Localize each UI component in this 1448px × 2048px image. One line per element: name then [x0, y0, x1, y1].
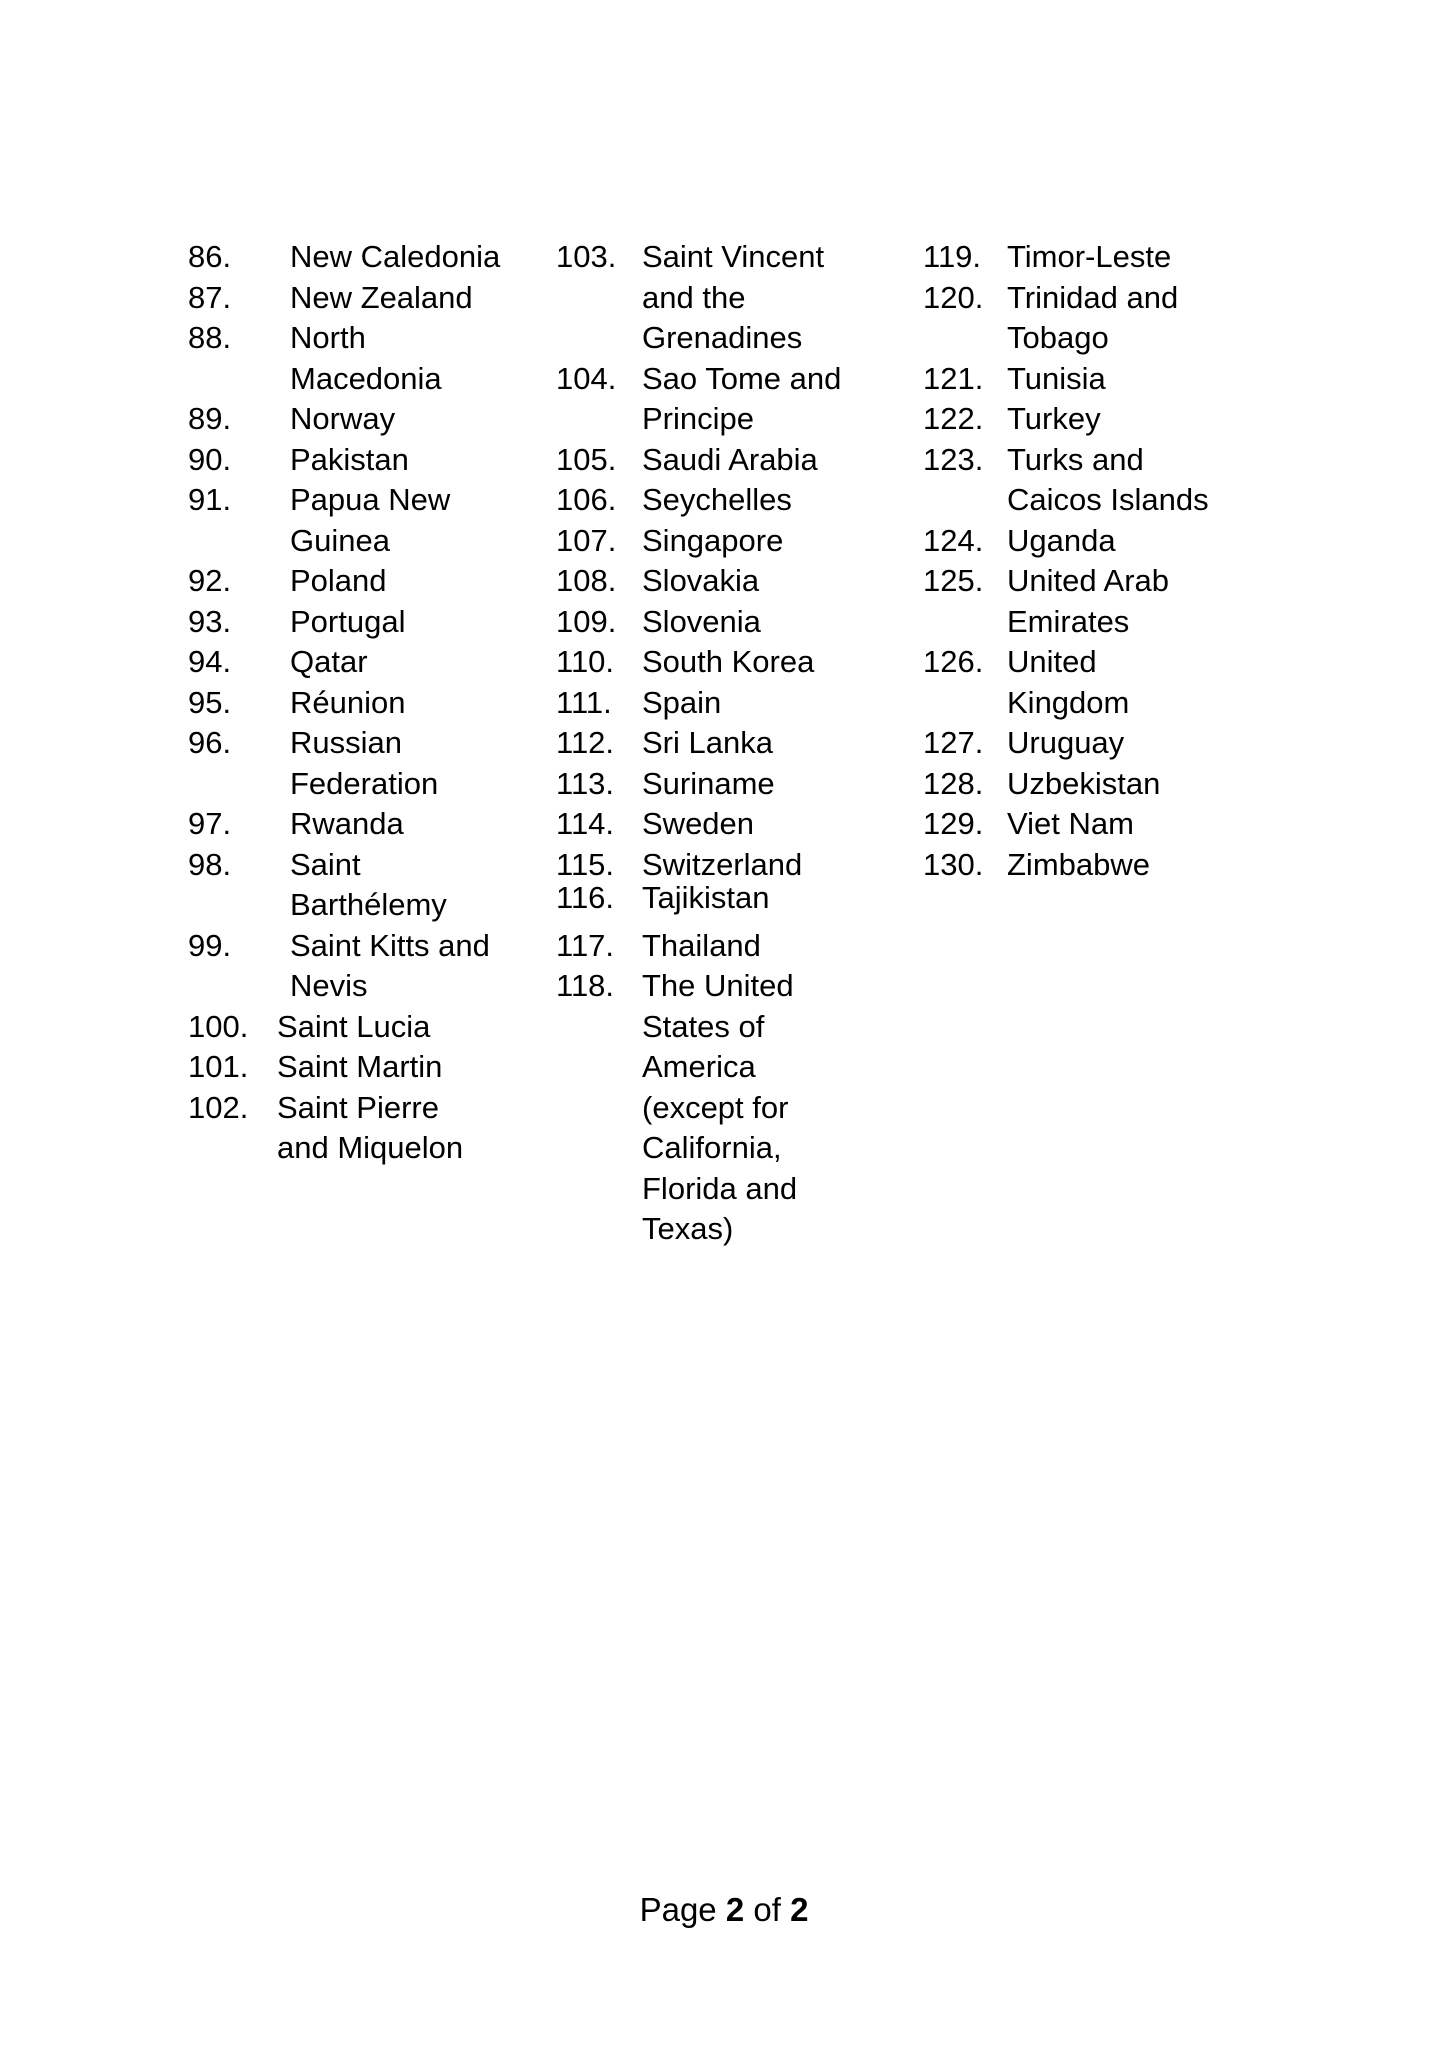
item-name-line: Saint Martin: [277, 1049, 443, 1084]
item-name-line: Florida and: [642, 1170, 798, 1206]
item-number: 113.: [556, 765, 615, 801]
item-number: 91.: [188, 482, 232, 517]
item-name-line: Tobago: [1007, 320, 1109, 355]
item-name-line: and Miquelon: [277, 1130, 464, 1165]
item-number: 112.: [556, 725, 615, 760]
list-item: [923, 278, 1209, 359]
item-number: 125.: [923, 563, 984, 598]
item-number: 106.: [556, 482, 617, 517]
item-name-line: United: [1007, 644, 1097, 679]
item-name-line: Thailand: [642, 927, 761, 963]
item-name: [642, 804, 754, 845]
list-item: [923, 359, 1209, 400]
item-name-line: Tajikistan: [642, 880, 770, 915]
item-number: 116.: [556, 880, 615, 915]
item-name: [642, 683, 721, 724]
footer-separator: of: [753, 1891, 781, 1928]
list-item: [923, 399, 1209, 440]
item-name: [290, 561, 387, 602]
item-name: [1007, 521, 1116, 562]
item-name-line: Qatar: [290, 644, 368, 679]
item-name-line: The United: [642, 968, 794, 1003]
country-list-column-1: [188, 237, 500, 1169]
item-name-line: Texas): [642, 1211, 734, 1246]
item-number: 110.: [556, 644, 615, 679]
item-name-line: Uganda: [1007, 522, 1116, 558]
item-name: [290, 399, 395, 440]
list-item: [923, 845, 1209, 886]
item-number: 109.: [556, 603, 617, 639]
item-name: [290, 602, 405, 643]
list-item: [188, 318, 500, 399]
country-list-column-2: [556, 237, 841, 1250]
list-item: [923, 440, 1209, 521]
list-item: [556, 521, 841, 562]
item-name-line: Spain: [642, 684, 722, 720]
item-name: [642, 926, 761, 967]
list-item: [188, 237, 500, 278]
item-name: [1007, 723, 1124, 764]
item-name-line: Sao Tome and: [642, 360, 842, 396]
item-number: 129.: [923, 806, 984, 841]
list-item: [556, 804, 841, 845]
item-name-line: Poland: [290, 563, 387, 598]
item-name-line: Réunion: [290, 684, 406, 720]
item-number: 103.: [556, 239, 617, 274]
item-number: 111.: [556, 684, 612, 720]
item-name: [1007, 359, 1106, 400]
item-number: 119.: [923, 239, 982, 274]
list-item: [556, 440, 841, 481]
list-item: [188, 845, 500, 926]
item-name-line: Tunisia: [1007, 360, 1106, 396]
item-name-line: United Arab: [1007, 563, 1169, 598]
item-name-line: Zimbabwe: [1007, 846, 1150, 882]
item-number: 96.: [188, 725, 232, 760]
list-item: [556, 966, 841, 1250]
item-name: [642, 521, 783, 562]
item-name-line: Saint Kitts and: [290, 927, 490, 963]
item-name: [290, 278, 473, 319]
item-name: [277, 1007, 430, 1048]
item-name: [642, 480, 792, 521]
item-name: [642, 561, 759, 602]
list-item: [923, 237, 1209, 278]
item-name-line: South Korea: [642, 644, 815, 679]
item-name-line: Guinea: [290, 522, 390, 558]
list-item: [556, 878, 841, 919]
item-number: 98.: [188, 846, 232, 882]
list-item: [556, 642, 841, 683]
item-number: 108.: [556, 563, 617, 598]
item-name-line: Saudi Arabia: [642, 441, 818, 477]
item-number: 89.: [188, 401, 232, 436]
item-number: 124.: [923, 522, 984, 558]
item-name: [642, 878, 770, 919]
item-name: [290, 926, 490, 1007]
item-number: 92.: [188, 563, 232, 598]
list-item: [188, 1007, 500, 1048]
list-item: [188, 1088, 500, 1169]
list-item: [556, 926, 841, 967]
item-name-line: Turkey: [1007, 401, 1101, 436]
item-number: 97.: [188, 806, 232, 841]
item-number: 88.: [188, 320, 232, 355]
item-name-line: Uruguay: [1007, 725, 1125, 760]
item-name-line: Saint: [290, 846, 361, 882]
item-name: [290, 845, 447, 926]
item-name: [290, 318, 442, 399]
page-footer: [0, 1890, 1448, 1930]
item-number: 90.: [188, 441, 232, 477]
list-item: [923, 764, 1209, 805]
item-name: [277, 1047, 442, 1088]
list-item: [556, 723, 841, 764]
item-name: [290, 642, 368, 683]
item-name: [1007, 440, 1209, 521]
item-name-line: Emirates: [1007, 603, 1130, 639]
list-item: [188, 642, 500, 683]
item-name-line: Saint Pierre: [277, 1089, 439, 1125]
item-name-line: North: [290, 320, 366, 355]
list-item: [188, 440, 500, 481]
item-name-line: Suriname: [642, 765, 775, 801]
item-name: [290, 683, 405, 724]
item-number: 102.: [188, 1089, 249, 1125]
item-number: 95.: [188, 684, 232, 720]
item-name-line: Federation: [290, 765, 439, 801]
item-number: 115.: [556, 846, 615, 882]
item-name-line: Grenadines: [642, 320, 803, 355]
item-name: [1007, 237, 1171, 278]
list-item: [188, 399, 500, 440]
item-number: 127.: [923, 725, 984, 760]
item-name: [642, 440, 818, 481]
item-name: [290, 440, 409, 481]
item-name: [642, 966, 797, 1250]
item-number: 128.: [923, 765, 984, 801]
item-name-line: Timor-Leste: [1007, 239, 1172, 274]
item-name: [642, 764, 775, 805]
item-number: 121.: [923, 360, 984, 396]
footer-prefix: Page: [639, 1891, 717, 1928]
item-name: [290, 804, 404, 845]
list-item: [188, 926, 500, 1007]
item-name-line: New Caledonia: [290, 239, 501, 274]
list-item: [188, 804, 500, 845]
list-item: [188, 723, 500, 804]
item-name: [642, 359, 841, 440]
list-item: [188, 602, 500, 643]
item-name: [1007, 764, 1160, 805]
item-name-line: Principe: [642, 401, 754, 436]
list-item: [188, 561, 500, 602]
item-name-line: Viet Nam: [1007, 806, 1134, 841]
item-name: [1007, 642, 1129, 723]
item-name: [1007, 804, 1134, 845]
list-item: [556, 237, 841, 359]
item-name-line: Norway: [290, 401, 396, 436]
item-name-line: Russian: [290, 725, 402, 760]
list-item: [556, 561, 841, 602]
item-name-line: (except for: [642, 1089, 789, 1125]
list-item: [188, 278, 500, 319]
item-number: 104.: [556, 360, 617, 396]
country-list-column-3: [923, 237, 1209, 885]
item-number: 105.: [556, 441, 617, 477]
item-name-line: America: [642, 1049, 756, 1084]
list-item: [923, 561, 1209, 642]
item-name-line: Switzerland: [642, 846, 803, 882]
page-number: 2: [725, 1891, 745, 1928]
list-item: [556, 764, 841, 805]
item-number: 87.: [188, 279, 232, 315]
item-name-line: Singapore: [642, 522, 784, 558]
item-name-line: Nevis: [290, 968, 368, 1003]
item-name-line: Rwanda: [290, 806, 404, 841]
list-item: [188, 683, 500, 724]
item-number: 130.: [923, 846, 984, 882]
item-name: [1007, 845, 1150, 886]
item-name: [1007, 278, 1178, 359]
item-name-line: Slovenia: [642, 603, 761, 639]
list-item: [923, 642, 1209, 723]
list-item: [923, 521, 1209, 562]
item-name: [1007, 399, 1101, 440]
item-name: [277, 1088, 463, 1169]
item-name-line: and the: [642, 279, 746, 315]
list-item: [556, 683, 841, 724]
item-name-line: Trinidad and: [1007, 279, 1179, 315]
item-number: 93.: [188, 603, 232, 639]
item-number: 107.: [556, 522, 617, 558]
item-name-line: Barthélemy: [290, 887, 447, 922]
item-name-line: Kingdom: [1007, 684, 1130, 720]
item-name: [642, 642, 814, 683]
item-number: 118.: [556, 968, 615, 1003]
item-number: 94.: [188, 644, 232, 679]
item-name-line: Sri Lanka: [642, 725, 773, 760]
item-name: [290, 237, 500, 278]
item-name-line: Macedonia: [290, 360, 442, 396]
item-name-line: Uzbekistan: [1007, 765, 1161, 801]
item-number: 99.: [188, 927, 232, 963]
item-name-line: Slovakia: [642, 563, 760, 598]
item-name-line: States of: [642, 1008, 765, 1044]
list-item: [556, 480, 841, 521]
item-name-line: Sweden: [642, 806, 755, 841]
list-item: [188, 480, 500, 561]
item-name: [290, 480, 450, 561]
item-number: 122.: [923, 401, 984, 436]
item-name-line: Seychelles: [642, 482, 792, 517]
item-number: 114.: [556, 806, 615, 841]
item-name-line: Turks and: [1007, 441, 1144, 477]
item-name: [642, 723, 773, 764]
list-item: [556, 602, 841, 643]
item-name: [1007, 561, 1169, 642]
list-item: [188, 1047, 500, 1088]
item-number: 126.: [923, 644, 984, 679]
item-name-line: Pakistan: [290, 441, 409, 477]
item-number: 100.: [188, 1008, 249, 1044]
item-name: [290, 723, 438, 804]
item-number: 86.: [188, 239, 232, 274]
item-name-line: Saint Vincent: [642, 239, 825, 274]
item-name-line: Saint Lucia: [277, 1008, 431, 1044]
item-name-line: Portugal: [290, 603, 406, 639]
list-item: [556, 359, 841, 440]
item-number: 120.: [923, 279, 984, 315]
item-name-line: Caicos Islands: [1007, 482, 1209, 517]
item-name-line: New Zealand: [290, 279, 473, 315]
total-pages: 2: [790, 1891, 809, 1928]
item-name-line: Papua New: [290, 482, 451, 517]
item-number: 101.: [188, 1049, 249, 1084]
item-number: 117.: [556, 927, 615, 963]
item-name: [642, 602, 761, 643]
list-item: [923, 804, 1209, 845]
item-name-line: California,: [642, 1130, 782, 1165]
item-number: 123.: [923, 441, 984, 477]
list-item: [923, 723, 1209, 764]
item-name: [642, 237, 824, 359]
